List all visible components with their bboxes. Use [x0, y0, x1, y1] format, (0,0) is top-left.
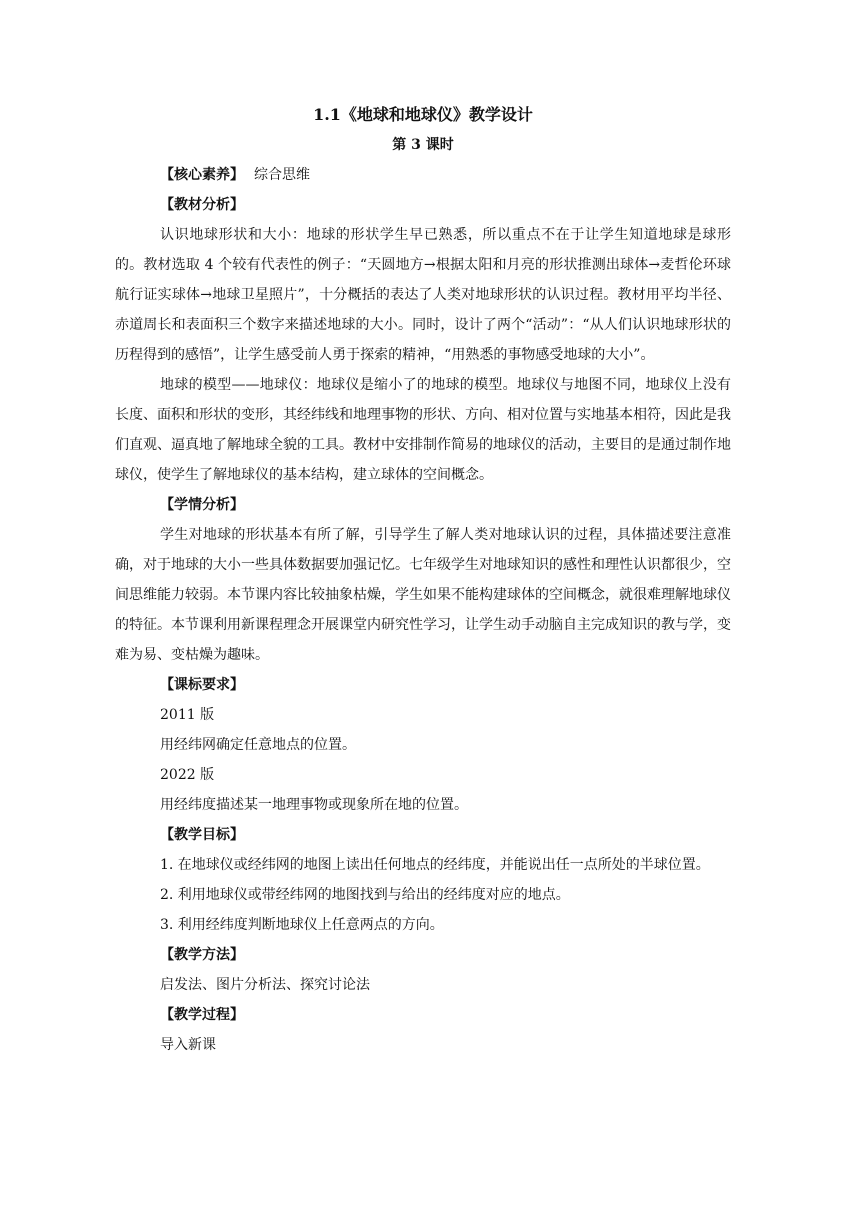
objectives-heading: 【教学目标】 — [160, 827, 244, 843]
process-heading: 【教学过程】 — [160, 1007, 244, 1023]
methods-text: 启发法、图片分析法、探究讨论法 — [160, 977, 370, 993]
textbook-analysis-heading: 【教材分析】 — [160, 197, 244, 213]
textbook-analysis-paragraph: 认识地球形状和大小：地球的形状学生早已熟悉，所以重点不在于让学生知道地球是球形的。教材选取 4 个较有代表性的例子：“天圆地方→根据太阳和月亮的形状推测出球体→麦哲伦环球航行证实球体→地球卫星照片”，十分概括的表达了人类对地球形状的认识过程。教材用平均半径、赤道周长和表面积三个数字来描述地球的大小。同时，设计了两个“活动”：“从人们认识地球形状的历程得到的感悟”，让学生感受前人勇于探索的精神，“用熟悉的事物感受地球的大小”。 — [115, 227, 731, 363]
document-title: 1.1《地球和地球仪》教学设计 — [313, 105, 533, 124]
process-text: 导入新课 — [160, 1037, 216, 1053]
textbook-analysis-paragraph: 地球的模型——地球仪：地球仪是缩小了的地球的模型。地球仪与地图不同，地球仪上没有长度、面积和形状的变形，其经纬线和地理事物的形状、方向、相对位置与实地基本相符，因此是我们直观、逼真地了解地球全貌的工具。教材中安排制作简易的地球仪的活动，主要目的是通过制作地球仪，使学生了解地球仪的基本结构，建立球体的空间概念。 — [115, 377, 731, 483]
student-analysis-heading: 【学情分析】 — [160, 497, 244, 513]
objective-item: 3. 利用经纬度判断地球仪上任意两点的方向。 — [160, 917, 444, 933]
core-literacy-row — [115, 160, 731, 190]
objective-item: 1. 在地球仪或经纬网的地图上读出任何地点的经纬度，并能说出任一点所处的半球位置。 — [160, 857, 710, 873]
core-literacy-heading: 【核心素养】 — [160, 167, 244, 183]
document-subtitle: 第 3 课时 — [392, 137, 454, 153]
curriculum-2011-label: 2011 版 — [160, 707, 215, 723]
curriculum-2011-text: 用经纬网确定任意地点的位置。 — [160, 737, 356, 753]
core-literacy-value: 综合思维 — [254, 167, 310, 183]
curriculum-heading: 【课标要求】 — [160, 677, 244, 693]
objective-item: 2. 利用地球仪或带经纬网的地图找到与给出的经纬度对应的地点。 — [160, 887, 570, 903]
methods-heading: 【教学方法】 — [160, 947, 244, 963]
document-page — [115, 100, 731, 1060]
student-analysis-paragraph: 学生对地球的形状基本有所了解，引导学生了解人类对地球认识的过程，具体描述要注意准确，对于地球的大小一些具体数据要加强记忆。七年级学生对地球知识的感性和理性认识都很少，空间思维能力较弱。本节课内容比较抽象枯燥，学生如果不能构建球体的空间概念，就很难理解地球仪的特征。本节课利用新课程理念开展课堂内研究性学习，让学生动手动脑自主完成知识的教与学，变难为易、变枯燥为趣味。 — [115, 527, 731, 663]
curriculum-2022-text: 用经纬度描述某一地理事物或现象所在地的位置。 — [160, 797, 468, 813]
curriculum-2022-label: 2022 版 — [160, 767, 215, 783]
